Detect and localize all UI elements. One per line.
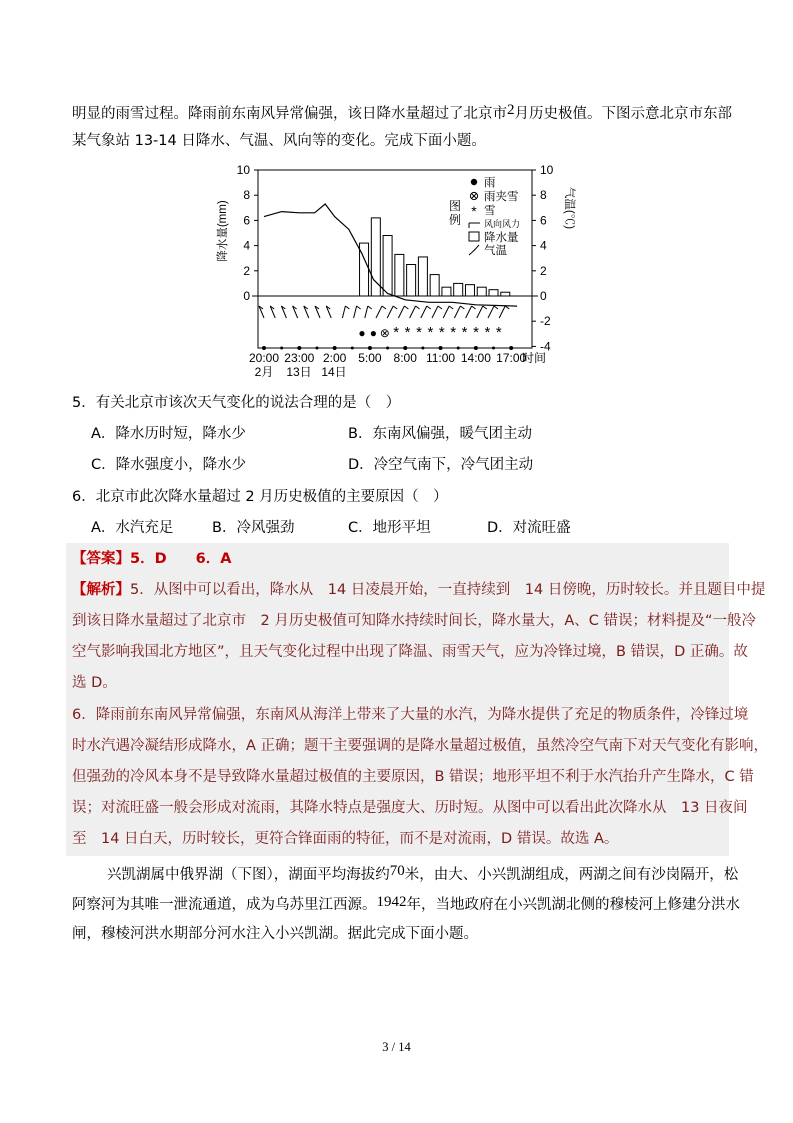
passage-text-1a: 兴凯湖属中俄界湖（下图），湖面平均海拔约 xyxy=(107,867,390,883)
intro-line-2: 某气象站 13-14 日降水、气温、风向等的变化。完成下面小题。 xyxy=(72,133,486,149)
x-tick-dot xyxy=(474,346,478,350)
legend-snow-symbol: * xyxy=(471,203,477,219)
wind-barb-feather xyxy=(368,306,372,309)
q5-stem: 5．有关北京市该次天气变化的说法合理的是（ ） xyxy=(72,395,401,411)
precip-bar xyxy=(442,287,451,296)
precip-bar xyxy=(465,285,474,296)
x-minor-dot xyxy=(386,347,389,350)
wind-barb-staff xyxy=(499,306,505,318)
passage-altitude-number: 70 xyxy=(389,863,405,879)
legend-title-char: 例 xyxy=(448,213,462,227)
q5-option-c: C．降水强度小，降水少 xyxy=(91,457,247,473)
right-tick-label: 2 xyxy=(540,263,547,278)
legend-item-label: 雨 xyxy=(484,177,496,189)
wind-barb-staff xyxy=(421,306,427,318)
q5-option-d: D．冷空气南下，冷气团主动 xyxy=(348,457,534,473)
precip-bar xyxy=(418,257,427,296)
wind-barb-feather xyxy=(427,306,431,309)
analysis-line-3: 空气影响我国北方地区”，且天气变化过程中出现了降温、雨雪天气，应为冷锋过境，B 错误，D 正确。故 xyxy=(72,644,748,660)
weather-symbol: * xyxy=(461,324,468,341)
wind-barb-feather xyxy=(460,306,464,309)
weather-symbol: ● xyxy=(358,326,366,340)
q6-option-b: B．冷风强劲 xyxy=(212,520,295,536)
precip-bar xyxy=(501,292,510,296)
x-axis-unit: 时间 xyxy=(521,351,547,365)
precip-bar xyxy=(395,254,404,296)
wind-barb-feather xyxy=(382,306,386,309)
x-minor-dot xyxy=(492,347,495,350)
wind-barb-feather xyxy=(449,306,453,309)
wind-barb-staff xyxy=(342,306,345,318)
x-sub-label: 13日 xyxy=(286,365,312,379)
x-minor-dot xyxy=(457,347,460,350)
x-minor-dot xyxy=(315,347,318,350)
analysis-line-7: 但强劲的冷风本身不是导致降水量超过极值的主要原因，B 错误；地形平坦不利于水汽抬升产生降水，C 错 xyxy=(72,769,754,785)
answer-tag: 【答案】 xyxy=(72,551,130,567)
left-tick-label: 8 xyxy=(243,188,250,203)
right-tick-label: 0 xyxy=(540,289,547,303)
wind-barb-staff xyxy=(365,306,368,318)
x-tick-label: 14:00 xyxy=(460,351,491,365)
wind-barb-feather xyxy=(472,306,476,309)
legend-item-label: 雨夹雪 xyxy=(484,191,519,203)
wind-barb-feather xyxy=(483,306,487,309)
q6-stem: 6．北京市此次降水量超过 2 月历史极值的主要原因（ ） xyxy=(72,489,448,505)
passage-year-number: 1942 xyxy=(376,894,407,910)
legend-item-label: 雪 xyxy=(484,205,496,217)
x-minor-dot xyxy=(421,347,424,350)
x-tick-dot xyxy=(333,346,337,350)
right-tick-label: 6 xyxy=(540,213,547,228)
wind-barb-feather xyxy=(505,306,509,309)
right-tick-label: -4 xyxy=(540,339,551,354)
x-minor-dot xyxy=(280,347,283,350)
wind-barb-staff xyxy=(410,306,416,318)
answer-text: 5．D 6．A xyxy=(130,551,232,567)
q6-option-a: A．水汽充足 xyxy=(91,520,174,536)
wind-barb-staff xyxy=(477,306,483,318)
x-tick-label: 2:00 xyxy=(322,351,347,365)
wind-barb-feather xyxy=(357,306,361,309)
weather-symbol: ● xyxy=(369,326,378,340)
weather-symbol: * xyxy=(427,324,434,341)
x-tick-label: 23:00 xyxy=(284,351,315,365)
legend-item-label: 气温 xyxy=(484,245,507,257)
wind-barb-staff xyxy=(454,306,460,318)
x-tick-dot xyxy=(439,346,443,350)
weather-symbol: * xyxy=(393,324,400,341)
x-tick-label: 5:00 xyxy=(358,351,382,365)
precipitation-temperature-chart xyxy=(0,160,793,400)
wind-barbs xyxy=(259,306,509,318)
precip-bar xyxy=(489,290,498,296)
left-tick-label: 10 xyxy=(236,163,250,177)
left-tick-label: 2 xyxy=(243,263,250,278)
left-tick-label: 6 xyxy=(243,213,250,228)
passage-text-2a: 阿察河为其唯一泄流通道，成为乌苏里江西源。 xyxy=(72,897,377,913)
passage-line-2 xyxy=(72,892,740,915)
x-tick-dot xyxy=(297,346,301,350)
right-tick-label: -2 xyxy=(540,314,551,329)
wind-barb-feather xyxy=(393,306,397,309)
precip-bar xyxy=(477,287,486,296)
analysis-text-1: 5．从图中可以看出，降水从 14 日凌晨开始，一直持续到 14 日傍晚，历时较长。并且题目中提 xyxy=(130,582,766,598)
wind-barb-feather xyxy=(416,306,420,309)
wind-barb-feather xyxy=(494,306,498,309)
x-tick-dot xyxy=(509,346,513,350)
weather-symbol: * xyxy=(450,324,457,341)
x-tick-label: 20:00 xyxy=(248,351,280,365)
left-axis xyxy=(215,163,258,303)
left-tick-label: 4 xyxy=(243,238,250,253)
x-tick-dot xyxy=(368,346,372,350)
intro-text-1b: 月历史极值。下图示意北京市东部 xyxy=(514,106,732,122)
analysis-line-6: 时水汽遇冷凝结形成降水，A 正确；题干主要强调的是降水量超过极值，虽然冷空气南下对天气变化有影响， xyxy=(72,738,769,754)
intro-text-1a: 明显的雨雪过程。降雨前东南风异常偏强，该日降水量超过了北京市 xyxy=(72,106,507,122)
wind-barb-staff xyxy=(376,306,382,318)
analysis-line-2: 到该日降水量超过了北京市 2 月历史极值可知降水持续时间长，降水量大，A、C 错误；材料提及“一般冷 xyxy=(72,613,756,629)
x-tick-label: 11:00 xyxy=(425,351,456,365)
precip-bar xyxy=(454,283,463,296)
legend-item-label: 降水量 xyxy=(484,232,519,244)
wind-barb-feather xyxy=(345,306,349,309)
wind-barb-staff xyxy=(354,306,357,318)
weather-symbol: * xyxy=(416,324,422,341)
analysis-line-1 xyxy=(72,580,765,600)
analysis-tag: 【解析】 xyxy=(72,582,130,598)
weather-symbol: * xyxy=(473,324,479,341)
weather-symbol: * xyxy=(404,324,411,341)
passage-line-3: 闸，穆棱河洪水期部分河水注入小兴凯湖。据此完成下面小题。 xyxy=(72,926,478,942)
q6-option-d: D．对流旺盛 xyxy=(487,520,571,536)
right-tick-label: 8 xyxy=(540,188,547,203)
wind-barb-feather xyxy=(404,306,408,309)
time-axis xyxy=(249,346,546,379)
weather-symbol: ⊗ xyxy=(379,326,390,340)
x-sub-label: 2月 xyxy=(254,365,274,379)
intro-line-1 xyxy=(72,100,732,124)
right-tick-label: 4 xyxy=(540,238,547,253)
q5-option-b: B．东南风偏强，暖气团主动 xyxy=(348,426,532,442)
wind-barb-staff xyxy=(432,306,438,318)
right-axis xyxy=(532,163,577,353)
chart-legend xyxy=(440,176,526,262)
analysis-line-4: 选 D。 xyxy=(72,675,117,691)
q6-option-c: C．地形平坦 xyxy=(348,520,431,536)
q5-option-a: A．降水历时短，降水少 xyxy=(91,426,246,442)
weather-symbol: * xyxy=(495,324,502,341)
intro-month-number: 2 xyxy=(507,102,515,118)
left-axis-title: 降水量(mm) xyxy=(217,200,229,262)
precip-bar xyxy=(407,265,416,297)
passage-text-1b: 米，由大、小兴凯湖组成，两湖之间有沙岗隔开，松 xyxy=(404,867,739,883)
analysis-line-9: 至 14 日白天，历时较长，更符合锋面雨的特征，而不是对流雨，D 错误。故选 A。 xyxy=(72,831,619,847)
wind-barb-staff xyxy=(387,306,393,318)
precip-bar xyxy=(383,236,392,296)
passage-line-1 xyxy=(107,861,738,885)
left-tick-label: 0 xyxy=(243,289,250,303)
analysis-line-8: 误；对流旺盛一般会形成对流雨，其降水特点是强度大、历时短。从图中可以看出此次降水从 13 日夜间 xyxy=(72,800,748,816)
wind-barb-staff xyxy=(466,306,472,318)
x-tick-label: 8:00 xyxy=(393,351,417,365)
x-minor-dot xyxy=(351,347,354,350)
x-tick-dot xyxy=(403,346,407,350)
wind-barb-staff xyxy=(443,306,449,318)
x-tick-label: 17:00 xyxy=(496,351,527,365)
x-sub-label: 14日 xyxy=(321,365,347,379)
legend-title-char: 图 xyxy=(448,199,462,213)
precip-bar xyxy=(430,275,439,296)
x-tick-dot xyxy=(262,346,266,350)
weather-symbol: * xyxy=(438,324,445,341)
wind-barb-staff xyxy=(398,306,404,318)
passage-text-2b: 年，当地政府在小兴凯湖北侧的穆棱河上修建分洪水 xyxy=(406,897,740,913)
answer-line xyxy=(72,549,231,569)
page-number: 3 / 14 xyxy=(382,1040,411,1054)
right-tick-label: 10 xyxy=(540,163,554,177)
wind-barb-staff xyxy=(488,306,494,318)
legend-rain-symbol xyxy=(471,179,477,185)
wind-barb-feather xyxy=(438,306,442,309)
weather-symbol: * xyxy=(484,324,491,341)
weather-symbols xyxy=(358,324,502,341)
analysis-line-5: 6．降雨前东南风异常偏强，东南风从海洋上带来了大量的水汽，为降水提供了充足的物质条件，冷锋过境 xyxy=(72,707,749,723)
legend-bar-symbol xyxy=(469,232,479,241)
legend-item-label: 风向风力 xyxy=(484,219,521,229)
right-axis-title: 气温(℃) xyxy=(563,186,575,230)
